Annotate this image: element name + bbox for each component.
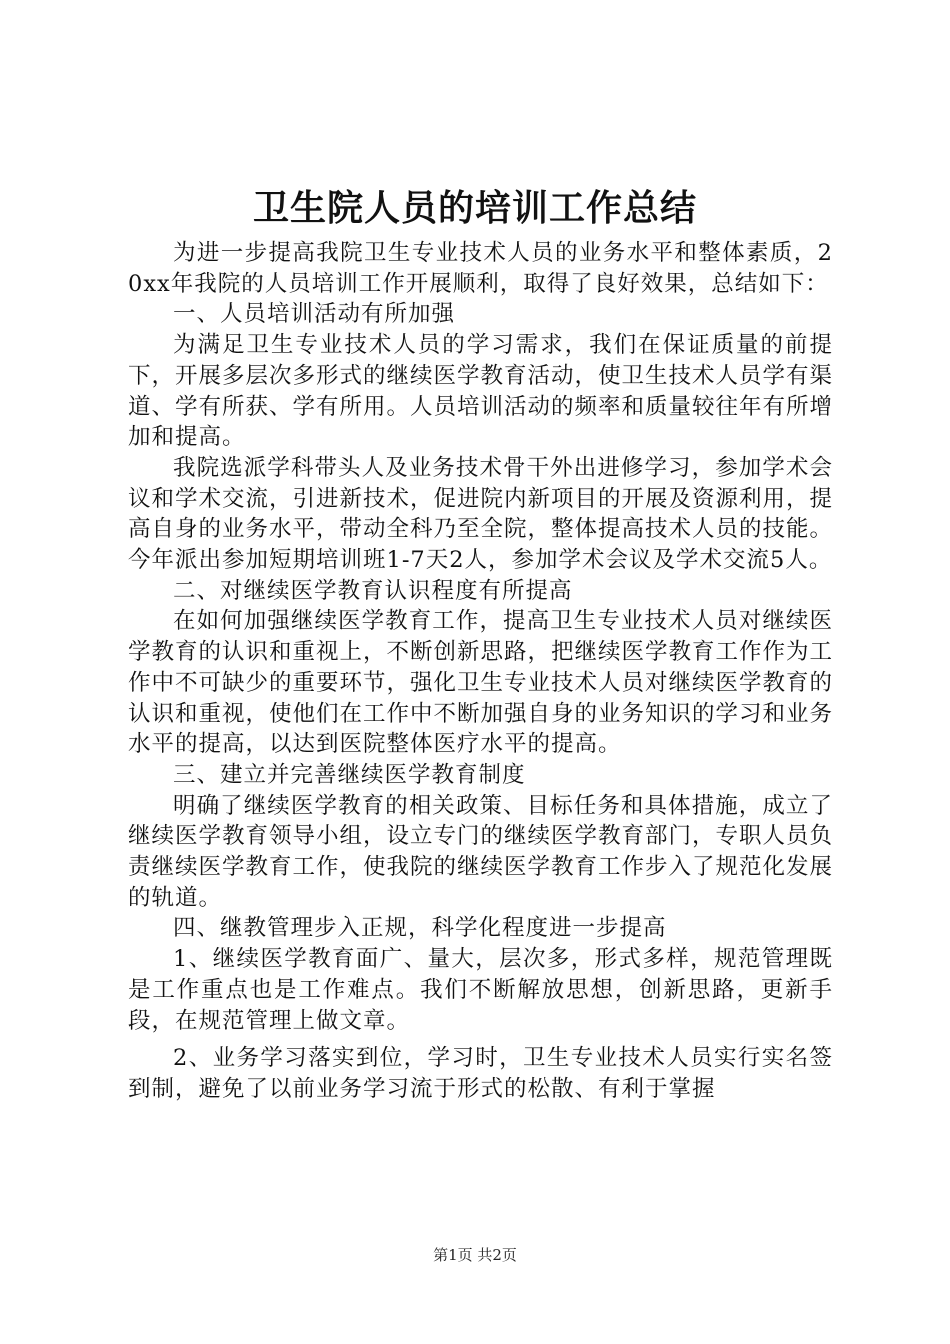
body-paragraph: 明确了继续医学教育的相关政策、目标任务和具体措施，成立了继续医学教育领导小组，设立专门的继续医学教育部门，专职人员负责继续医学教育工作，使我院的继续医学教育工作步入了规范化发展的轨道。 — [128, 792, 834, 911]
document-title: 卫生院人员的培训工作总结 — [252, 187, 697, 229]
section-heading-3: 三、建立并完善继续医学教育制度 — [173, 761, 526, 788]
intro-paragraph: 为进一步提高我院卫生专业技术人员的业务水平和整体素质，20xx年我院的人员培训工作开展顺利，取得了良好效果，总结如下： — [128, 240, 833, 297]
section-heading-4: 四、继教管理步入正规，科学化程度进一步提高 — [173, 915, 667, 942]
body-paragraph: 在如何加强继续医学教育工作，提高卫生专业技术人员对继续医学教育的认识和重视上，不断创新思路，把继续医学教育工作作为工作中不可缺少的重要环节，强化卫生专业技术人员对继续医学教育的认识和重视，使他们在工作中不断加强自身的业务知识的学习和业务水平的提高，以达到医院整体医疗水平的提高。 — [128, 608, 834, 758]
numbered-paragraph-2: 2、业务学习落实到位，学习时，卫生专业技术人员实行实名签到制，避免了以前业务学习流于形式的松散、有利于掌握 — [128, 1045, 833, 1102]
body-paragraph: 我院选派学科带头人及业务技术骨干外出进修学习，参加学术会议和学术交流，引进新技术，促进院内新项目的开展及资源利用，提高自身的业务水平，带动全科乃至全院，整体提高技术人员的技能。今年派出参加短期培训班1-7天2人，参加学术会议及学术交流5人。 — [128, 454, 834, 574]
section-heading-1: 一、人员培训活动有所加强 — [173, 301, 456, 328]
section-heading-2: 二、对继续医学教育认识程度有所提高 — [173, 577, 573, 604]
document-body — [128, 238, 833, 1105]
numbered-paragraph-1: 1、继续医学教育面广、量大，层次多，形式多样，规范管理既是工作重点也是工作难点。我们不断解放思想，创新思路，更新手段，在规范管理上做文章。 — [128, 946, 833, 1034]
page-number-footer: 第1页 共2页 — [433, 1246, 517, 1264]
body-paragraph: 为满足卫生专业技术人员的学习需求，我们在保证质量的前提下，开展多层次多形式的继续医学教育活动，使卫生技术人员学有渠道、学有所获、学有所用。人员培训活动的频率和质量较往年有所增加和提高。 — [128, 332, 834, 451]
